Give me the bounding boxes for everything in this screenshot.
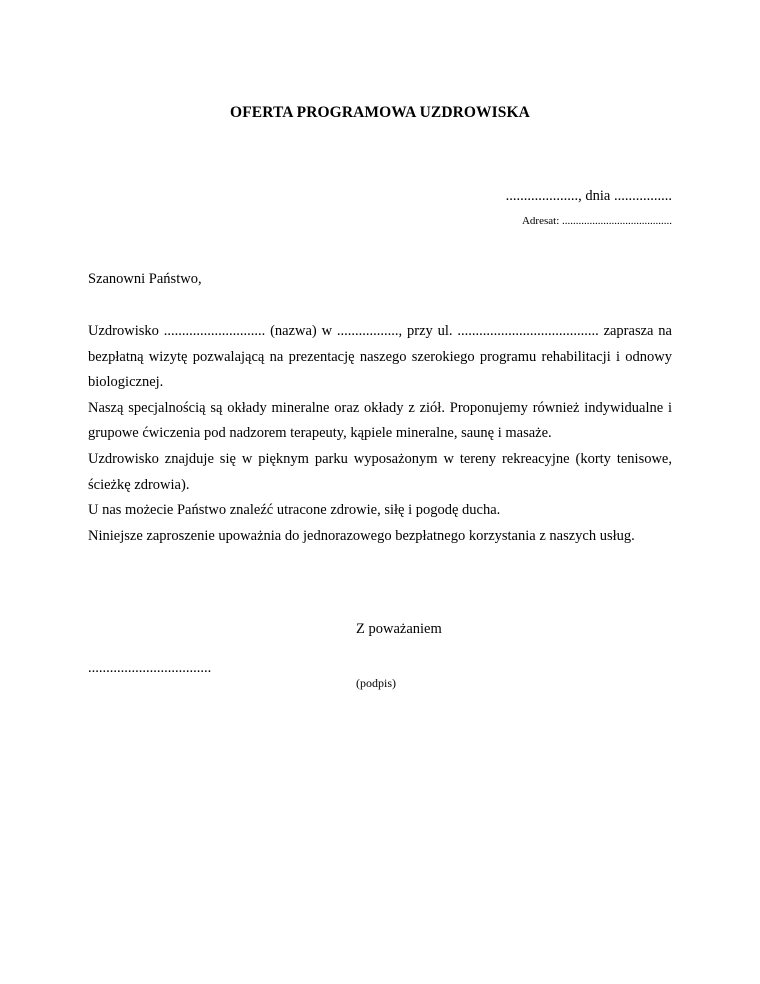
- signature-label: (podpis): [356, 676, 396, 690]
- greeting: Szanowni Państwo,: [88, 271, 202, 287]
- addressee-line: Adresat: ........................................: [521, 215, 672, 227]
- date-line: ...................., dnia ................: [505, 188, 672, 204]
- document-title: OFERTA PROGRAMOWA UZDROWISKA: [230, 104, 530, 121]
- paragraph-benefits: U nas możecie Państwo znaleźć utracone zdrowie, siłę i pogodę ducha.: [88, 502, 501, 519]
- closing-phrase: Z poważaniem: [356, 621, 442, 637]
- paragraph-voucher: Niniejsze zaproszenie upoważnia do jednorazowego bezpłatnego korzystania z naszych usług.: [88, 527, 635, 544]
- paragraph-specialties: Naszą specjalnością są okłady mineralne oraz okłady z ziół. Proponujemy również indywidualne i grupowe ćwiczenia pod nadzorem terapeuty, kąpiele mineralne, saunę i masaże.: [88, 399, 672, 442]
- letter-body: [88, 319, 672, 549]
- paragraph-invitation: Uzdrowisko ............................ (nazwa) w ................., przy ul. ....................................... zaprasza na bezpłatną wizytę pozwalającą na prezentację naszego szerokiego programu rehabilitacji i odnowy biologicznej.: [88, 323, 672, 391]
- signature-line: ..................................: [88, 660, 212, 676]
- paragraph-location: Uzdrowisko znajduje się w pięknym parku wyposażonym w tereny rekreacyjne (korty tenisowe, ścieżkę zdrowia).: [88, 450, 672, 493]
